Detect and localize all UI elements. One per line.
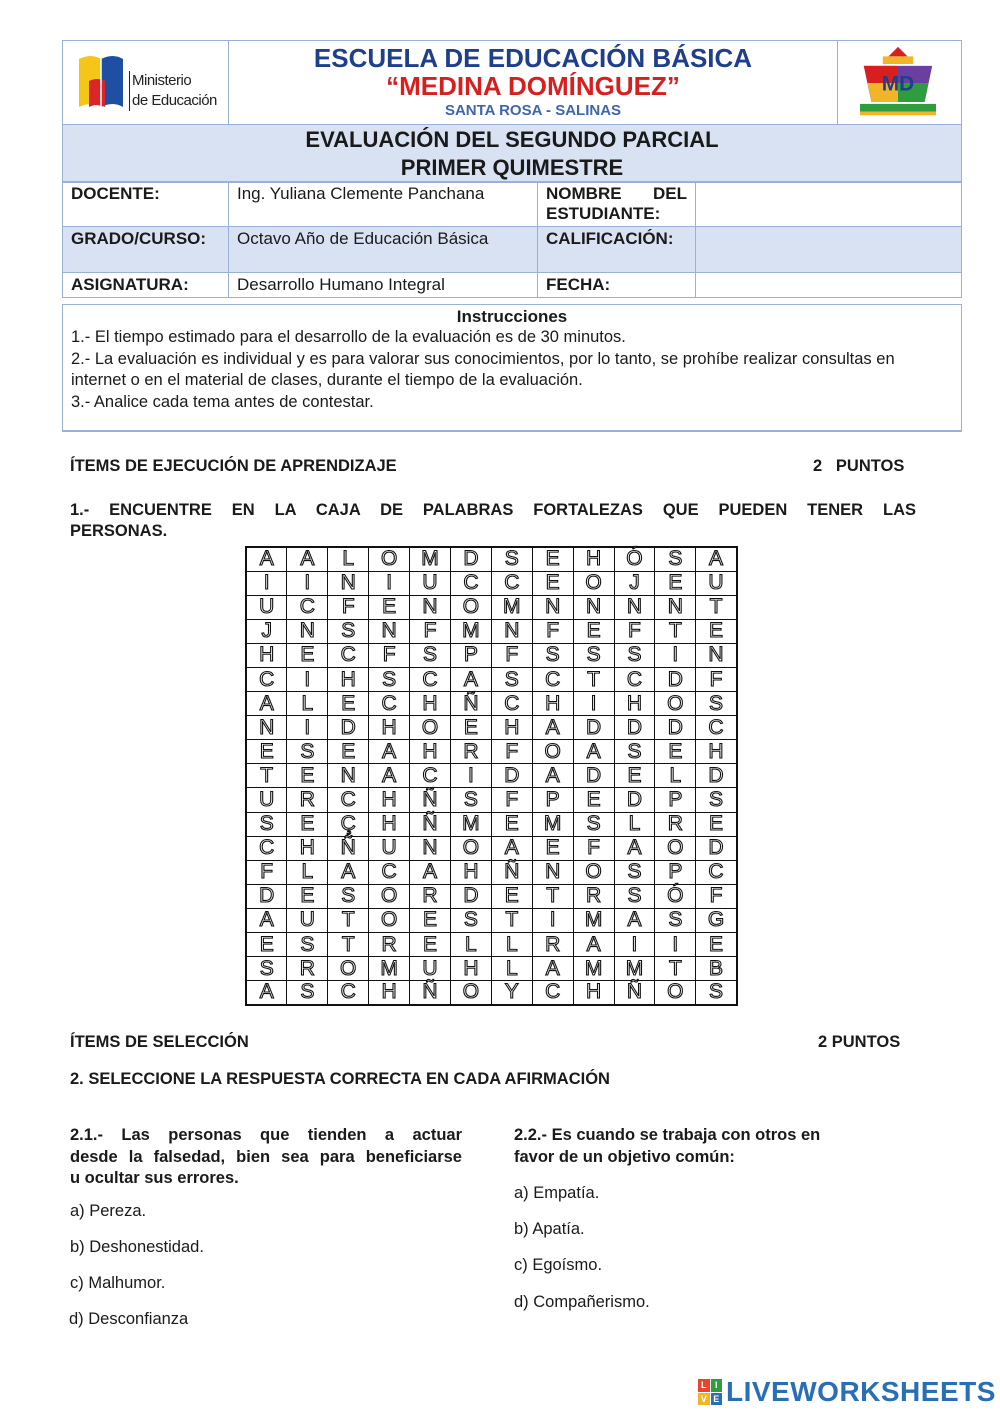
- grid-cell[interactable]: F: [491, 740, 532, 764]
- grid-cell[interactable]: S: [328, 884, 369, 908]
- grid-cell[interactable]: F: [328, 595, 369, 619]
- grid-cell[interactable]: L: [614, 812, 655, 836]
- grid-cell[interactable]: H: [696, 740, 737, 764]
- grid-cell[interactable]: N: [246, 716, 287, 740]
- grid-cell[interactable]: T: [491, 908, 532, 932]
- grid-cell[interactable]: E: [450, 716, 491, 740]
- ministry-logo: [63, 41, 229, 125]
- grid-cell[interactable]: H: [369, 981, 410, 1005]
- grid-cell[interactable]: S: [491, 667, 532, 691]
- grid-cell[interactable]: H: [246, 643, 287, 667]
- calificacion-field[interactable]: [696, 227, 962, 273]
- grid-cell[interactable]: N: [532, 860, 573, 884]
- grid-cell[interactable]: S: [614, 884, 655, 908]
- grid-cell[interactable]: U: [369, 836, 410, 860]
- grid-cell[interactable]: D: [573, 716, 614, 740]
- grid-cell[interactable]: N: [328, 764, 369, 788]
- grid-cell[interactable]: S: [410, 643, 451, 667]
- grid-cell[interactable]: A: [369, 740, 410, 764]
- grid-cell[interactable]: S: [287, 933, 328, 957]
- grid-row: [246, 908, 737, 932]
- grid-cell[interactable]: F: [491, 788, 532, 812]
- grid-cell[interactable]: H: [614, 692, 655, 716]
- grid-cell[interactable]: T: [328, 908, 369, 932]
- grid-cell[interactable]: E: [369, 595, 410, 619]
- grid-cell[interactable]: A: [410, 860, 451, 884]
- grid-cell[interactable]: C: [532, 981, 573, 1005]
- grid-cell[interactable]: E: [246, 740, 287, 764]
- grid-cell[interactable]: A: [491, 836, 532, 860]
- grid-cell[interactable]: Ñ: [410, 788, 451, 812]
- grid-cell[interactable]: D: [573, 764, 614, 788]
- svg-text:MD: MD: [881, 72, 915, 96]
- section1-title: ÍTEMS DE EJECUCIÓN DE APRENDIZAJE: [70, 457, 397, 475]
- grid-cell[interactable]: S: [328, 619, 369, 643]
- grid-cell[interactable]: B: [696, 957, 737, 981]
- grid-cell[interactable]: S: [614, 860, 655, 884]
- grid-cell[interactable]: I: [655, 643, 696, 667]
- grid-cell[interactable]: N: [532, 595, 573, 619]
- grid-cell[interactable]: A: [573, 933, 614, 957]
- header-table: [62, 40, 962, 183]
- grid-cell[interactable]: O: [369, 547, 410, 571]
- grid-cell[interactable]: C: [696, 716, 737, 740]
- grid-cell[interactable]: D: [696, 764, 737, 788]
- instructions-title: Instrucciones: [456, 307, 568, 326]
- grid-cell[interactable]: F: [491, 643, 532, 667]
- grid-cell[interactable]: D: [246, 884, 287, 908]
- grid-cell[interactable]: M: [369, 957, 410, 981]
- grid-cell[interactable]: L: [655, 764, 696, 788]
- grid-cell[interactable]: T: [655, 619, 696, 643]
- grid-row: [246, 884, 737, 908]
- grid-cell[interactable]: Ñ: [410, 812, 451, 836]
- grid-cell[interactable]: F: [246, 860, 287, 884]
- grid-cell[interactable]: S: [573, 812, 614, 836]
- instructions-box: [62, 304, 962, 432]
- grid-cell[interactable]: A: [450, 667, 491, 691]
- grid-cell[interactable]: U: [246, 788, 287, 812]
- grid-cell[interactable]: N: [410, 836, 451, 860]
- grid-cell[interactable]: E: [328, 740, 369, 764]
- grid-cell[interactable]: C: [246, 667, 287, 691]
- grid-cell[interactable]: U: [246, 595, 287, 619]
- grid-cell[interactable]: D: [328, 716, 369, 740]
- grid-cell[interactable]: E: [287, 812, 328, 836]
- grid-cell[interactable]: D: [491, 764, 532, 788]
- school-subname: “MEDINA DOMÍNGUEZ”: [386, 71, 680, 101]
- instruction-1: 1.- El tiempo estimado para el desarrollo de la evaluación es de 30 minutos.: [71, 328, 626, 346]
- grid-cell[interactable]: O: [655, 836, 696, 860]
- grid-cell[interactable]: R: [573, 884, 614, 908]
- grid-cell[interactable]: C: [246, 836, 287, 860]
- grid-cell[interactable]: I: [573, 692, 614, 716]
- grid-cell[interactable]: C: [450, 571, 491, 595]
- grid-cell[interactable]: C: [369, 860, 410, 884]
- grid-cell[interactable]: P: [655, 860, 696, 884]
- liveworksheets-text: LIVEWORKSHEETS: [726, 1376, 996, 1407]
- grid-cell[interactable]: Ñ: [614, 981, 655, 1005]
- grid-cell[interactable]: E: [655, 740, 696, 764]
- grid-cell[interactable]: N: [328, 571, 369, 595]
- info-table: [62, 181, 962, 298]
- grid-cell[interactable]: N: [287, 619, 328, 643]
- grid-cell[interactable]: R: [287, 788, 328, 812]
- grid-row: [246, 619, 737, 643]
- fecha-label: FECHA:: [538, 273, 696, 298]
- grid-cell[interactable]: C: [369, 692, 410, 716]
- grid-cell[interactable]: Y: [491, 981, 532, 1005]
- grid-cell[interactable]: M: [491, 595, 532, 619]
- grid-cell[interactable]: T: [655, 957, 696, 981]
- grid-cell[interactable]: S: [696, 692, 737, 716]
- docente-value: Ing. Yuliana Clemente Panchana: [229, 182, 538, 227]
- grid-cell[interactable]: Ñ: [410, 981, 451, 1005]
- grid-cell[interactable]: J: [246, 619, 287, 643]
- grid-cell[interactable]: S: [696, 981, 737, 1005]
- grid-cell[interactable]: O: [655, 692, 696, 716]
- grid-row: [246, 860, 737, 884]
- q22-option-a[interactable]: a) Empatía.: [514, 1184, 600, 1202]
- grid-cell[interactable]: O: [328, 957, 369, 981]
- grid-cell[interactable]: R: [287, 957, 328, 981]
- grid-cell[interactable]: U: [410, 571, 451, 595]
- grid-cell[interactable]: E: [696, 812, 737, 836]
- grid-cell[interactable]: D: [614, 716, 655, 740]
- grid-cell[interactable]: C: [328, 981, 369, 1005]
- grid-cell[interactable]: E: [532, 547, 573, 571]
- grid-cell[interactable]: R: [450, 740, 491, 764]
- q22-option-c[interactable]: c) Egoísmo.: [514, 1256, 603, 1274]
- grid-cell[interactable]: S: [532, 643, 573, 667]
- grid-cell[interactable]: C: [696, 860, 737, 884]
- grid-cell[interactable]: F: [614, 619, 655, 643]
- q21-option-d[interactable]: d) Desconfianza: [69, 1310, 189, 1328]
- grid-cell[interactable]: C: [287, 595, 328, 619]
- grid-cell[interactable]: E: [573, 619, 614, 643]
- grid-cell[interactable]: L: [491, 957, 532, 981]
- grid-cell[interactable]: S: [655, 908, 696, 932]
- grid-cell[interactable]: A: [369, 764, 410, 788]
- grid-cell[interactable]: M: [410, 547, 451, 571]
- grid-cell[interactable]: A: [328, 860, 369, 884]
- grid-cell[interactable]: Ñ: [450, 692, 491, 716]
- grid-cell[interactable]: U: [410, 957, 451, 981]
- grid-cell[interactable]: A: [246, 692, 287, 716]
- grid-cell[interactable]: O: [369, 884, 410, 908]
- school-title: [229, 41, 838, 125]
- grid-cell[interactable]: F: [369, 643, 410, 667]
- grid-cell[interactable]: I: [287, 716, 328, 740]
- grid-cell[interactable]: H: [410, 740, 451, 764]
- grid-cell[interactable]: I: [655, 933, 696, 957]
- grid-cell[interactable]: O: [573, 860, 614, 884]
- grid-cell[interactable]: S: [491, 547, 532, 571]
- docente-label: DOCENTE:: [63, 182, 229, 227]
- grid-cell[interactable]: S: [450, 788, 491, 812]
- grid-cell[interactable]: I: [287, 667, 328, 691]
- section1-points: 2 PUNTOS: [813, 457, 905, 475]
- grid-cell[interactable]: O: [655, 981, 696, 1005]
- grid-row: [246, 812, 737, 836]
- question-1-line1: 1.- ENCUENTRE EN LA CAJA DE PALABRAS FORTALEZAS QUE PUEDEN TENER LAS: [70, 501, 916, 519]
- grid-cell[interactable]: Ç: [328, 812, 369, 836]
- grid-cell[interactable]: A: [246, 908, 287, 932]
- calificacion-label: CALIFICACIÓN:: [538, 227, 696, 273]
- grid-cell[interactable]: E: [287, 764, 328, 788]
- grid-cell[interactable]: L: [328, 547, 369, 571]
- grid-cell[interactable]: A: [696, 547, 737, 571]
- grid-row: [246, 571, 737, 595]
- grid-cell[interactable]: M: [573, 908, 614, 932]
- grid-cell[interactable]: G: [696, 908, 737, 932]
- grid-cell[interactable]: I: [532, 908, 573, 932]
- grid-cell[interactable]: S: [246, 957, 287, 981]
- grid-cell[interactable]: P: [450, 643, 491, 667]
- grid-cell[interactable]: H: [328, 667, 369, 691]
- grid-cell[interactable]: H: [369, 812, 410, 836]
- grid-cell[interactable]: D: [655, 716, 696, 740]
- grid-cell[interactable]: E: [696, 933, 737, 957]
- grid-row: [246, 667, 737, 691]
- grid-cell[interactable]: I: [450, 764, 491, 788]
- grid-cell[interactable]: T: [696, 595, 737, 619]
- grid-cell[interactable]: M: [614, 957, 655, 981]
- grid-cell[interactable]: F: [532, 619, 573, 643]
- grid-cell[interactable]: S: [450, 908, 491, 932]
- grid-cell[interactable]: J: [614, 571, 655, 595]
- grid-cell[interactable]: C: [328, 788, 369, 812]
- grid-cell[interactable]: E: [655, 571, 696, 595]
- grid-cell[interactable]: A: [287, 547, 328, 571]
- grid-cell[interactable]: O: [450, 836, 491, 860]
- grid-cell[interactable]: E: [532, 571, 573, 595]
- grid-cell[interactable]: A: [532, 764, 573, 788]
- grid-cell[interactable]: U: [696, 571, 737, 595]
- grid-cell[interactable]: O: [410, 716, 451, 740]
- grid-cell[interactable]: S: [573, 643, 614, 667]
- evaluation-title: EVALUACIÓN DEL SEGUNDO PARCIAL PRIMER QUIMESTRE: [63, 125, 962, 183]
- grid-cell[interactable]: Ñ: [328, 836, 369, 860]
- grid-cell[interactable]: E: [410, 933, 451, 957]
- section2-subtitle: 2. SELECCIONE LA RESPUESTA CORRECTA EN CADA AFIRMACIÓN: [70, 1070, 610, 1088]
- estudiante-field[interactable]: [696, 182, 962, 227]
- grid-row: [246, 957, 737, 981]
- grid-cell[interactable]: N: [573, 595, 614, 619]
- grid-cell[interactable]: S: [287, 740, 328, 764]
- grid-cell[interactable]: R: [655, 812, 696, 836]
- grid-row: [246, 764, 737, 788]
- instruction-3: 3.- Analice cada tema antes de contestar.: [71, 392, 374, 411]
- grid-cell[interactable]: M: [532, 812, 573, 836]
- grid-cell[interactable]: S: [287, 981, 328, 1005]
- grid-cell[interactable]: M: [450, 619, 491, 643]
- liveworksheets-logo-icon: L I V E: [698, 1379, 722, 1405]
- q22-option-d[interactable]: d) Compañerismo.: [514, 1293, 650, 1311]
- grid-cell[interactable]: H: [573, 981, 614, 1005]
- grid-cell[interactable]: H: [287, 836, 328, 860]
- grid-row: [246, 836, 737, 860]
- grid-cell[interactable]: D: [450, 884, 491, 908]
- grid-cell[interactable]: S: [614, 740, 655, 764]
- grid-cell[interactable]: E: [246, 933, 287, 957]
- question-2-2: 2.2.- Es cuando se trabaja con otros en favor de un objetivo común:: [514, 1126, 821, 1166]
- grid-cell[interactable]: E: [328, 692, 369, 716]
- grid-cell[interactable]: H: [410, 692, 451, 716]
- ministry-name: Ministerio de Educación: [129, 71, 217, 111]
- grid-cell[interactable]: I: [287, 571, 328, 595]
- grid-cell[interactable]: C: [410, 764, 451, 788]
- grid-cell[interactable]: S: [614, 643, 655, 667]
- grid-cell[interactable]: E: [287, 643, 328, 667]
- school-crest: [838, 41, 962, 125]
- grid-cell[interactable]: L: [491, 933, 532, 957]
- grid-cell[interactable]: H: [573, 547, 614, 571]
- grid-cell[interactable]: Ñ: [491, 860, 532, 884]
- grid-cell[interactable]: T: [328, 933, 369, 957]
- grid-cell[interactable]: M: [450, 812, 491, 836]
- q21-option-b[interactable]: b) Deshonestidad.: [70, 1238, 204, 1256]
- grid-cell[interactable]: H: [369, 716, 410, 740]
- crest-icon: [850, 45, 946, 121]
- grid-cell[interactable]: N: [696, 643, 737, 667]
- grid-cell[interactable]: F: [696, 667, 737, 691]
- grid-cell[interactable]: H: [450, 957, 491, 981]
- grid-cell[interactable]: T: [573, 667, 614, 691]
- grid-cell[interactable]: N: [655, 595, 696, 619]
- grid-row: [246, 716, 737, 740]
- grid-cell[interactable]: R: [532, 933, 573, 957]
- grid-cell[interactable]: C: [614, 667, 655, 691]
- grid-cell[interactable]: D: [450, 547, 491, 571]
- grid-cell[interactable]: T: [246, 764, 287, 788]
- word-search-grid[interactable]: [245, 546, 738, 1006]
- grid-cell[interactable]: L: [287, 860, 328, 884]
- grid-row: [246, 981, 737, 1005]
- q22-option-b[interactable]: b) Apatía.: [514, 1220, 585, 1238]
- grid-cell[interactable]: Ó: [655, 884, 696, 908]
- section2-title: ÍTEMS DE SELECCIÓN: [70, 1033, 249, 1051]
- grid-cell[interactable]: E: [573, 788, 614, 812]
- grid-cell[interactable]: F: [696, 884, 737, 908]
- grid-cell[interactable]: O: [532, 740, 573, 764]
- liveworksheets-brand: [698, 1376, 996, 1408]
- grid-cell[interactable]: I: [246, 571, 287, 595]
- q21-option-c[interactable]: c) Malhumor.: [70, 1274, 166, 1292]
- asignatura-label: ASIGNATURA:: [63, 273, 229, 298]
- grid-cell[interactable]: A: [532, 716, 573, 740]
- grid-cell[interactable]: R: [369, 933, 410, 957]
- grid-cell[interactable]: S: [696, 788, 737, 812]
- grid-cell[interactable]: S: [369, 667, 410, 691]
- grid-cell[interactable]: H: [450, 860, 491, 884]
- grid-cell[interactable]: L: [287, 692, 328, 716]
- grid-cell[interactable]: I: [369, 571, 410, 595]
- grid-cell[interactable]: A: [246, 981, 287, 1005]
- grid-cell[interactable]: O: [450, 595, 491, 619]
- grid-cell[interactable]: P: [655, 788, 696, 812]
- grid-cell[interactable]: N: [491, 619, 532, 643]
- section2-points: 2 PUNTOS: [818, 1033, 901, 1051]
- grid-cell[interactable]: C: [410, 667, 451, 691]
- grado-label: GRADO/CURSO:: [63, 227, 229, 273]
- grid-cell[interactable]: C: [532, 667, 573, 691]
- grid-cell[interactable]: O: [369, 908, 410, 932]
- instruction-2: 2.- La evaluación es individual y es para valorar sus conocimientos, por lo tanto, se prohíbe realizar consultas en internet o en el material de clases, durante el tiempo de la evaluación.: [71, 349, 895, 389]
- grid-cell[interactable]: H: [532, 692, 573, 716]
- grid-cell[interactable]: O: [450, 981, 491, 1005]
- school-location: SANTA ROSA - SALINAS: [444, 102, 622, 119]
- grado-value: Octavo Año de Educación Básica: [229, 227, 538, 273]
- grid-cell[interactable]: D: [696, 836, 737, 860]
- grid-row: [246, 692, 737, 716]
- grid-cell[interactable]: L: [450, 933, 491, 957]
- grid-cell[interactable]: M: [573, 957, 614, 981]
- grid-cell[interactable]: S: [655, 547, 696, 571]
- q21-option-a[interactable]: a) Pereza.: [70, 1202, 147, 1220]
- grid-row: [246, 933, 737, 957]
- grid-cell[interactable]: I: [614, 933, 655, 957]
- grid-cell[interactable]: Ó: [614, 547, 655, 571]
- question-1-line2: PERSONAS.: [70, 522, 168, 540]
- ecuador-flag-icon: [75, 51, 127, 111]
- grid-cell[interactable]: U: [287, 908, 328, 932]
- grid-row: [246, 740, 737, 764]
- grid-cell[interactable]: N: [369, 619, 410, 643]
- grid-cell[interactable]: D: [614, 788, 655, 812]
- grid-cell[interactable]: D: [655, 667, 696, 691]
- estudiante-label: NOMBRE DEL ESTUDIANTE:: [538, 182, 696, 227]
- grid-cell[interactable]: F: [410, 619, 451, 643]
- grid-cell[interactable]: C: [491, 692, 532, 716]
- grid-cell[interactable]: A: [614, 908, 655, 932]
- grid-cell[interactable]: C: [491, 571, 532, 595]
- asignatura-value: Desarrollo Humano Integral: [229, 273, 538, 298]
- grid-cell[interactable]: A: [573, 740, 614, 764]
- grid-cell[interactable]: N: [410, 595, 451, 619]
- school-name: ESCUELA DE EDUCACIÓN BÁSICA: [313, 43, 753, 73]
- grid-cell[interactable]: E: [491, 884, 532, 908]
- grid-row: [246, 595, 737, 619]
- grid-row: [246, 547, 737, 571]
- grid-cell[interactable]: C: [328, 643, 369, 667]
- grid-cell[interactable]: A: [614, 836, 655, 860]
- grid-row: [246, 788, 737, 812]
- grid-cell[interactable]: E: [696, 619, 737, 643]
- grid-cell[interactable]: S: [246, 812, 287, 836]
- grid-cell[interactable]: O: [573, 571, 614, 595]
- grid-cell[interactable]: F: [573, 836, 614, 860]
- grid-cell[interactable]: E: [410, 908, 451, 932]
- grid-cell[interactable]: E: [287, 884, 328, 908]
- fecha-field[interactable]: [696, 273, 962, 298]
- grid-cell[interactable]: E: [532, 836, 573, 860]
- grid-cell[interactable]: T: [532, 884, 573, 908]
- grid-cell[interactable]: H: [369, 788, 410, 812]
- grid-cell[interactable]: A: [246, 547, 287, 571]
- grid-cell[interactable]: R: [410, 884, 451, 908]
- grid-cell[interactable]: H: [491, 716, 532, 740]
- grid-cell[interactable]: E: [491, 812, 532, 836]
- grid-cell[interactable]: P: [532, 788, 573, 812]
- question-2-1: 2.1.- Las personas que tienden a actuar desde la falsedad, bien sea para beneficiarse u ocultar sus errores.: [70, 1126, 462, 1187]
- grid-cell[interactable]: E: [614, 764, 655, 788]
- grid-cell[interactable]: N: [614, 595, 655, 619]
- grid-cell[interactable]: A: [532, 957, 573, 981]
- grid-row: [246, 643, 737, 667]
